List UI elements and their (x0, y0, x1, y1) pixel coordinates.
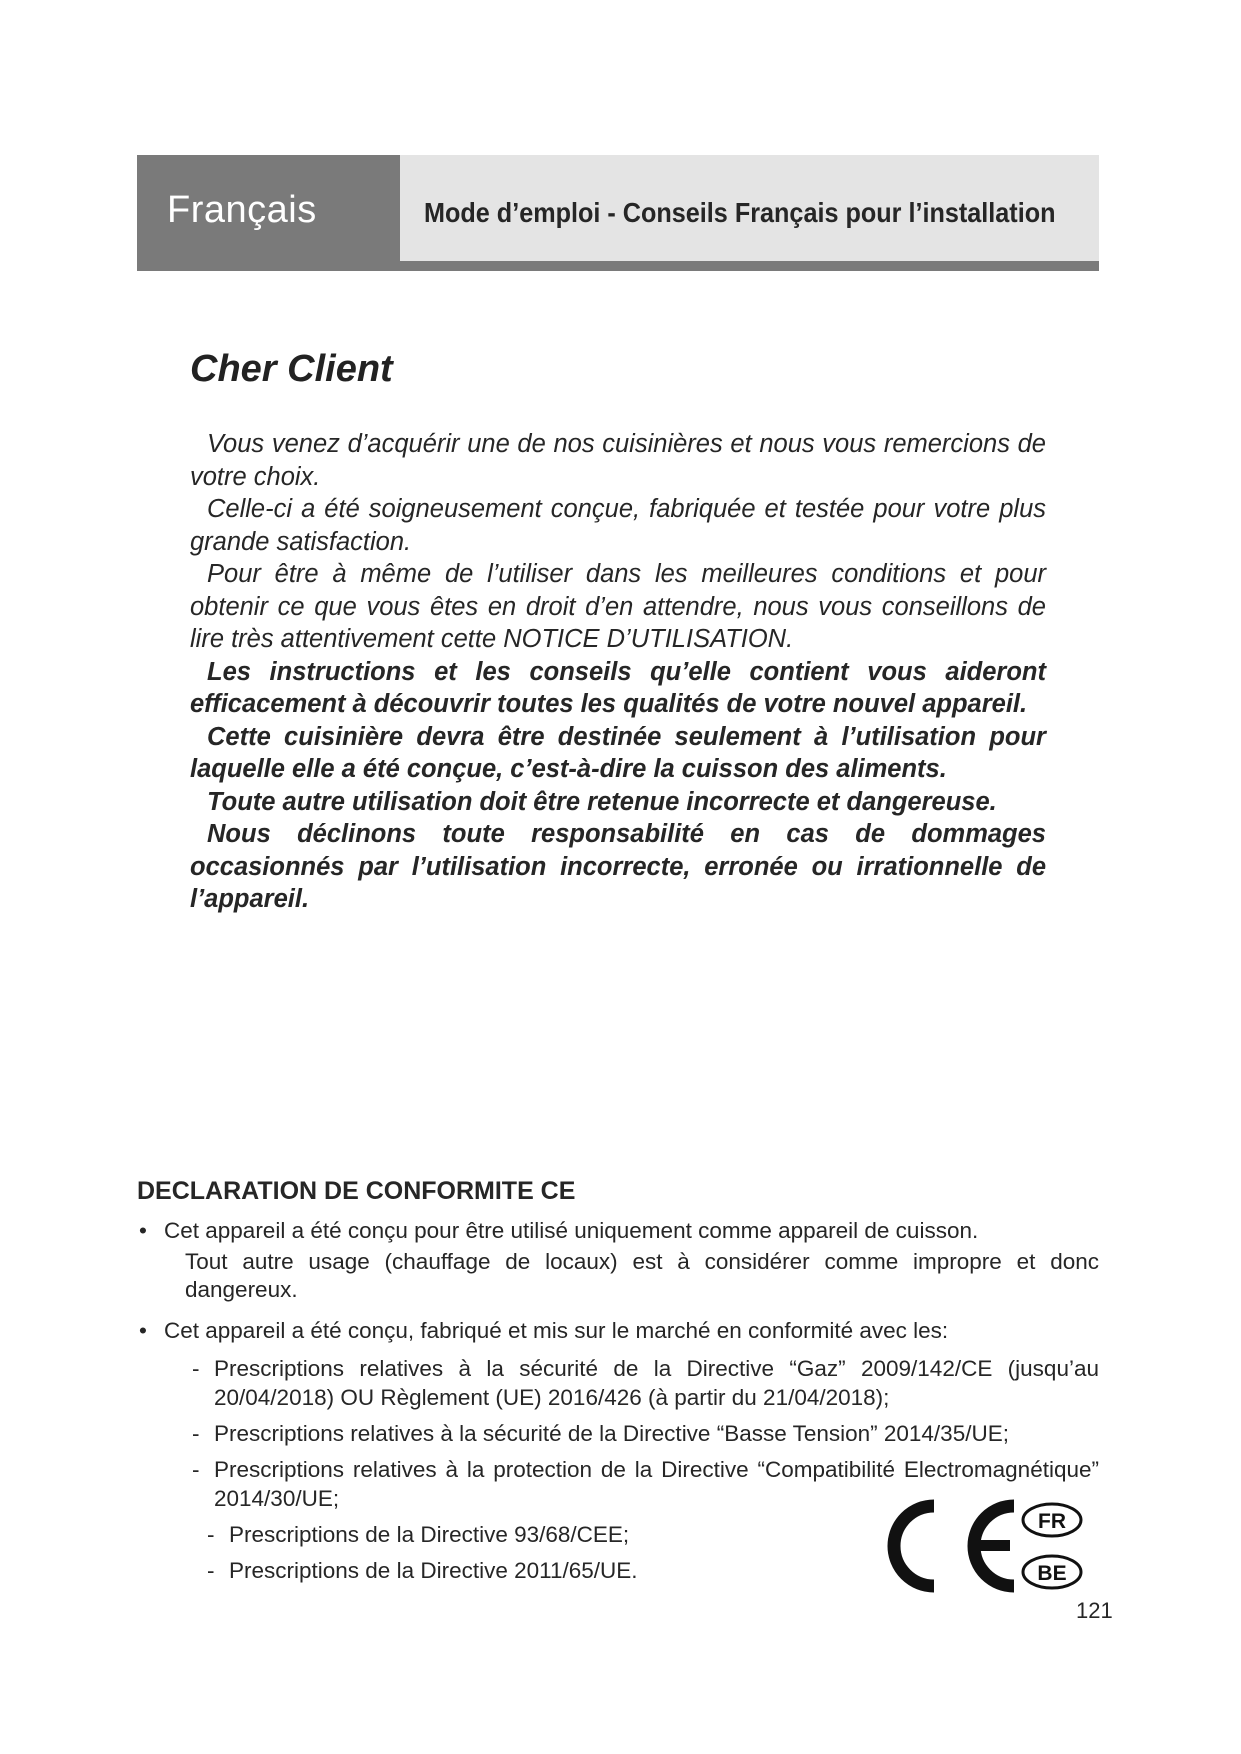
country-badge-fr: FR (1038, 1510, 1066, 1533)
intro-paragraph: Vous venez d’acquérir une de nos cuisinières et nous vous remercions de votre choix. (190, 430, 1046, 491)
declaration-title: DECLARATION DE CONFORMITE CE (137, 1177, 576, 1205)
language-tab (137, 155, 400, 271)
list-item: - Prescriptions relatives à la protection de la Directive “Compatibilité Electromagnétique” 2014/30/UE; (192, 1457, 1099, 1511)
intro-paragraph-bold: Nous déclinons toute responsabilité en cas de dommages occasionnés par l’utilisation incorrecte, erronée ou irrationnelle de l’appareil. (190, 820, 1046, 913)
intro-paragraph: Pour être à même de l’utiliser dans les meilleures conditions et pour obtenir ce que vous êtes en droit d’en attendre, nous vous conseillons de lire très attentivement cette NOTICE D’UTILISATION. (190, 560, 1046, 653)
header-title-bar (400, 155, 1099, 271)
intro-paragraph-bold: Cette cuisinière devra être destinée seulement à l’utilisation pour laquelle elle a été conçue, c’est-à-dire la cuisson des aliments. (190, 722, 1046, 783)
list-item: - Prescriptions relatives à la sécurité de la Directive “Gaz” 2009/142/CE (jusqu’au 20/04/2018) OU Règlement (UE) 2016/426 (à partir du 21/04/2018); (192, 1356, 1099, 1410)
greeting-title: Cher Client (190, 348, 393, 390)
directive-list (207, 1520, 767, 1585)
declaration-bullet (137, 1316, 1099, 1346)
intro-paragraph-bold: Les instructions et les conseils qu’elle contient vous aideront efficacement à découvrir toutes les qualités de votre nouvel appareil. (190, 657, 1046, 718)
bullet-text: Cet appareil a été conçu pour être utilisé uniquement comme appareil de cuisson. (164, 1218, 979, 1243)
bullet-subtext: Tout autre usage (chauffage de locaux) est à considérer comme impropre et donc dangereux. (185, 1249, 1099, 1302)
declaration-bullet (137, 1216, 1099, 1304)
bullet-text: Cet appareil a été conçu, fabriqué et mis sur le marché en conformité avec les: (164, 1318, 949, 1343)
list-item: - Prescriptions relatives à la sécurité de la Directive “Basse Tension” 2014/35/UE; (192, 1421, 1009, 1446)
bullet-icon: • (139, 1318, 147, 1343)
list-item: - Prescriptions de la Directive 93/68/CEE; (207, 1522, 630, 1547)
country-badge-be: BE (1037, 1562, 1067, 1585)
bullet-icon: • (139, 1218, 147, 1243)
ce-mark-icon (882, 1490, 1092, 1598)
intro-paragraph-bold: Toute autre utilisation doit être retenue incorrecte et dangereuse. (207, 787, 997, 816)
page-header (137, 155, 1099, 263)
language-label: Français (167, 189, 317, 231)
list-item: - Prescriptions de la Directive 2011/65/UE. (207, 1558, 638, 1583)
page-number: 121 (1076, 1598, 1113, 1623)
intro-text (190, 428, 1046, 916)
header-title: Mode d’emploi - Conseils Français pour l’installation (424, 197, 1056, 228)
intro-paragraph: Celle-ci a été soigneusement conçue, fabriquée et testée pour votre plus grande satisfaction. (190, 495, 1046, 556)
